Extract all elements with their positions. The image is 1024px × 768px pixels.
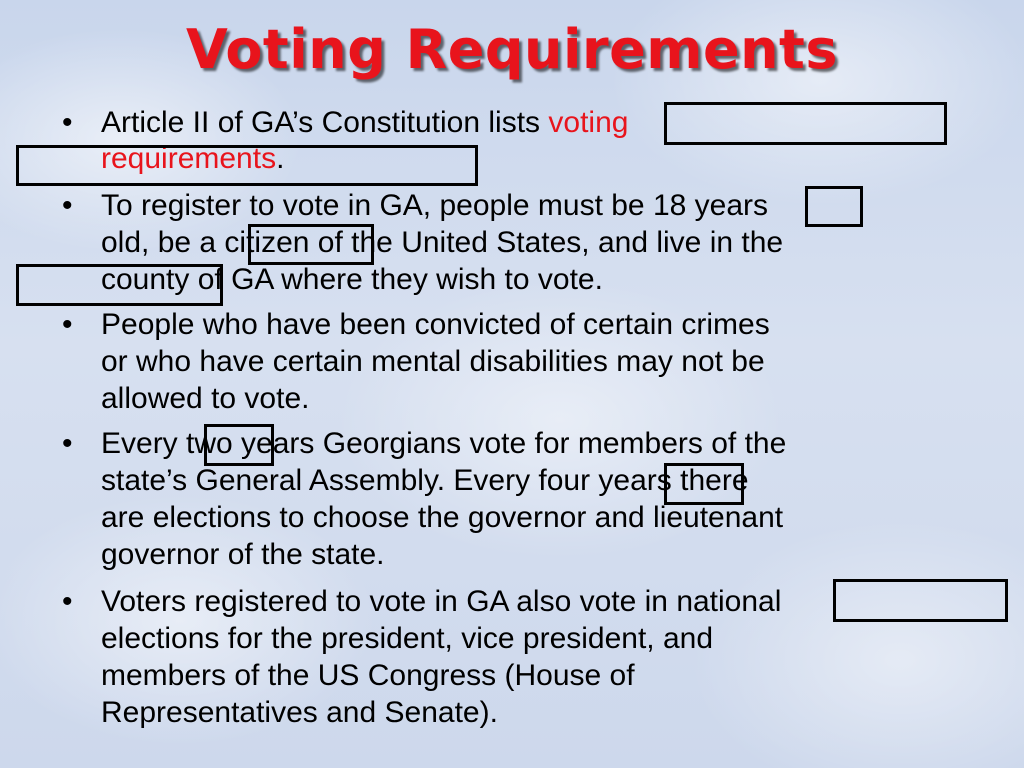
- bullet-3-line-2: or who have certain mental disabilities may not be: [101, 345, 765, 378]
- bullet-4-line-1: Every two years Georgians vote for members of the: [101, 427, 787, 460]
- bullet-marker: •: [62, 189, 73, 222]
- bullet-3-line-1: People who have been convicted of certain crimes: [101, 308, 770, 341]
- bullet-5-line-1: Voters registered to vote in GA also vote in national: [101, 585, 782, 618]
- bullet-5-line-3: members of the US Congress (House of: [101, 659, 635, 692]
- blank-box-requirements: [16, 145, 478, 186]
- blank-box-four: [664, 463, 744, 505]
- blank-box-national: [833, 579, 1008, 622]
- bullet-1-line-1: [101, 105, 628, 141]
- bullet-5-line-2: elections for the president, vice president, and: [101, 622, 714, 655]
- highlight-voting: voting: [548, 106, 629, 139]
- bullet-1-period: .: [276, 142, 285, 175]
- slide-title: Voting Requirements: [185, 18, 838, 81]
- bullet-5-line-4: Representatives and Senate).: [101, 696, 498, 729]
- bullet-marker: •: [62, 106, 73, 139]
- bullet-4-line-3: are elections to choose the governor and lieutenant: [101, 501, 784, 534]
- blank-box-county: [16, 264, 223, 306]
- bullet-2-line-1: To register to vote in GA, people must be 18 years: [101, 189, 769, 222]
- blank-box-18: [805, 186, 863, 227]
- bullet-2-line-3: county of GA where they wish to vote.: [101, 263, 603, 296]
- blank-box-citizen: [248, 224, 374, 265]
- bullet-1-text: Article II of GA’s Constitution lists: [101, 106, 549, 139]
- highlight-requirements: requirements: [101, 142, 277, 175]
- bullet-marker: •: [62, 427, 73, 460]
- bullet-4-line-2: state’s General Assembly. Every four years there: [101, 464, 749, 497]
- bullet-marker: •: [62, 308, 73, 341]
- blank-box-voting: [664, 102, 947, 145]
- blank-box-two: [204, 424, 274, 466]
- bullet-marker: •: [62, 585, 73, 618]
- bullet-4-line-4: governor of the state.: [101, 538, 385, 571]
- bullet-2-line-2: old, be a citizen of the United States, and live in the: [101, 226, 784, 259]
- bullet-3-line-3: allowed to vote.: [101, 382, 310, 415]
